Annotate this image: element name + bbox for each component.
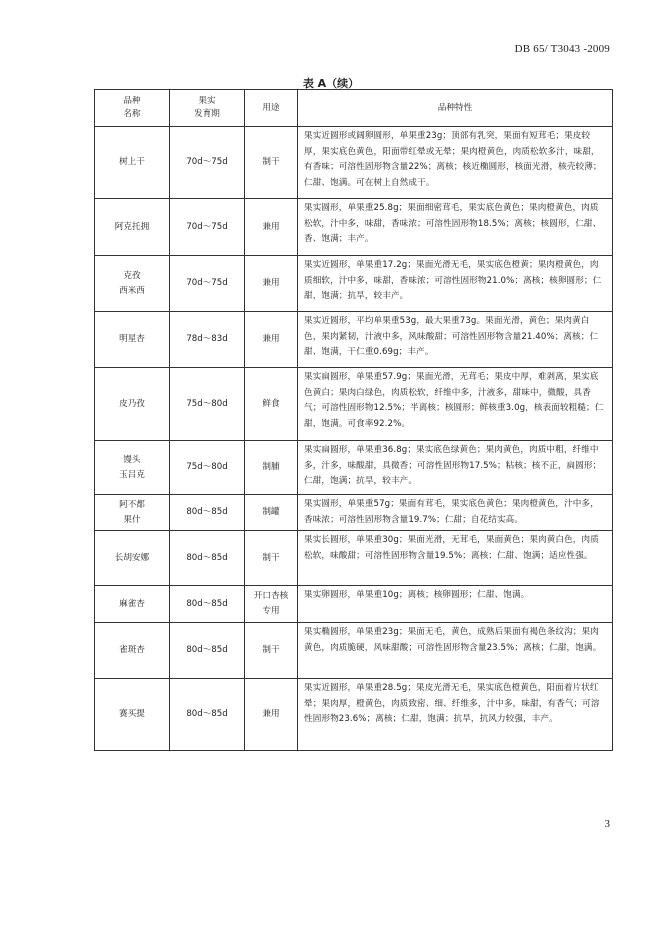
table-row (95, 623, 613, 679)
variety-name: 皮乃孜 (95, 368, 170, 441)
table-row (95, 368, 613, 441)
variety-use: 制干 (245, 127, 298, 199)
col-header-variety-name: 品种 名称 (95, 90, 170, 127)
variety-name: 明星杏 (95, 312, 170, 368)
fruit-period: 80d～85d (170, 679, 245, 751)
variety-name: 树上干 (95, 127, 170, 199)
col-header-use: 用途 (245, 90, 298, 127)
variety-traits: 果实长圆形，单果重30g；果面光滑，无茸毛，果面黄色；果肉黄白色，肉质松软，味酸甜；可溶性固形物含量19.5%；离核；仁甜、饱满；适应性强。 (298, 531, 613, 586)
variety-use: 开口杏核 专用 (245, 586, 298, 623)
table-row (95, 127, 613, 199)
variety-use: 制罐 (245, 495, 298, 531)
table-row (95, 531, 613, 586)
variety-table (94, 89, 613, 751)
variety-traits: 果实近圆形或阔卵圆形，单果重23g；顶部有乳突，果面有短茸毛；果皮较厚，果实底色黄色，阳面带红晕或无晕；果肉橙黄色，肉质松软多汁，味甜，有香味；可溶性固形物含量22%；离核；核近椭圆形，核面光滑，核壳较薄；仁甜、饱满。可在树上自然成干。 (298, 127, 613, 199)
variety-use: 制干 (245, 531, 298, 586)
fruit-period: 78d～83d (170, 312, 245, 368)
table-header-row (95, 90, 613, 127)
table-caption: 表 A（续） (302, 77, 360, 90)
variety-use: 制脯 (245, 441, 298, 495)
fruit-period: 75d～80d (170, 368, 245, 441)
table-row (95, 586, 613, 623)
variety-traits: 果实近圆形，单果重28.5g；果皮光滑无毛，果实底色橙黄色，阳面着片状红晕；果肉厚，橙黄色，肉质致密、细、纤维多，汁中多，味甜，有香气；可溶性固形物23.6%；离核；仁甜，饱满；抗旱，抗风力较强，丰产。 (298, 679, 613, 751)
variety-use: 兼用 (245, 199, 298, 256)
fruit-period: 70d～75d (170, 199, 245, 256)
document-code: DB 65/ T3043 -2009 (514, 43, 610, 55)
variety-name: 阿不都 果什 (95, 495, 170, 531)
variety-name: 雀斑杏 (95, 623, 170, 679)
table-row (95, 679, 613, 751)
table-row (95, 256, 613, 312)
variety-name: 麻雀杏 (95, 586, 170, 623)
variety-traits: 果实圆形，单果重57g；果面有茸毛，果实底色黄色；果肉橙黄色，汁中多，香味浓；可溶性固形物含量19.7%；仁甜；自花结实高。 (298, 495, 613, 531)
variety-name: 长胡安娜 (95, 531, 170, 586)
variety-traits: 果实近圆形，单果重17.2g；果面光滑无毛，果实底色橙黄；果肉橙黄色，肉质细软，汁中多，味甜，香味浓；可溶性固形物21.0%；离核；核卵圆形；仁甜，饱满；抗旱，较丰产。 (298, 256, 613, 312)
variety-use: 兼用 (245, 312, 298, 368)
table-row (95, 441, 613, 495)
fruit-period: 70d～75d (170, 127, 245, 199)
variety-traits: 果实扁圆形，单果重57.9g；果面光滑，无茸毛；果皮中厚，难剥离，果实底色黄白；果肉白绿色，肉质松软，纤维中多，汁液多，甜味中，微酸，具香气；可溶性固形物12.5%；半离核；核圆形；鲜核重3.0g，核表面较粗糙；仁甜，饱满。可食率92.2%。 (298, 368, 613, 441)
col-header-traits: 品种特性 (298, 90, 613, 127)
variety-name: 赛买提 (95, 679, 170, 751)
variety-use: 鲜食 (245, 368, 298, 441)
variety-use: 兼用 (245, 256, 298, 312)
variety-traits: 果实卵圆形，单果重10g；离核；核卵圆形；仁甜、饱满。 (298, 586, 613, 623)
fruit-period: 80d～85d (170, 623, 245, 679)
fruit-period: 80d～85d (170, 586, 245, 623)
page-number: 3 (604, 818, 610, 830)
col-header-fruit-period: 果实 发育期 (170, 90, 245, 127)
table-row (95, 312, 613, 368)
variety-name: 克孜 西米西 (95, 256, 170, 312)
variety-use: 兼用 (245, 679, 298, 751)
fruit-period: 80d～85d (170, 531, 245, 586)
table-row (95, 495, 613, 531)
variety-traits: 果实扁圆形，单果重36.8g；果实底色绿黄色；果肉黄色，肉质中粗，纤维中多，汁多，味酸甜，具微香；可溶性固形物17.5%；粘核；核不正，扁圆形；仁甜，饱满；抗旱，较丰产。 (298, 441, 613, 495)
table-row (95, 199, 613, 256)
variety-use: 制干 (245, 623, 298, 679)
variety-name: 阿克托拥 (95, 199, 170, 256)
fruit-period: 75d～80d (170, 441, 245, 495)
fruit-period: 70d～75d (170, 256, 245, 312)
variety-traits: 果实近圆形，平均单果重53g，最大果重73g。果面光滑，黄色；果肉黄白色，果肉紧韧，汁液中多，风味酸甜；可溶性固形物含量21.40%；离核；仁甜、饱满，干仁重0.69g；丰产。 (298, 312, 613, 368)
fruit-period: 80d～85d (170, 495, 245, 531)
variety-traits: 果实椭圆形，单果重23g；果面无毛，黄色，成熟后果面有褐色条纹沟；果肉黄色，肉质脆硬，风味甜酸；可溶性固形物含量23.5%；离核；仁甜，饱满。 (298, 623, 613, 679)
variety-name: 馒头 玉吕克 (95, 441, 170, 495)
variety-traits: 果实圆形，单果重25.8g；果面细密茸毛，果实底色黄色；果肉橙黄色，肉质松软，汁中多，味甜，香味浓；可溶性固形物18.5%；离核；核圆形，仁甜、香、饱满；丰产。 (298, 199, 613, 256)
